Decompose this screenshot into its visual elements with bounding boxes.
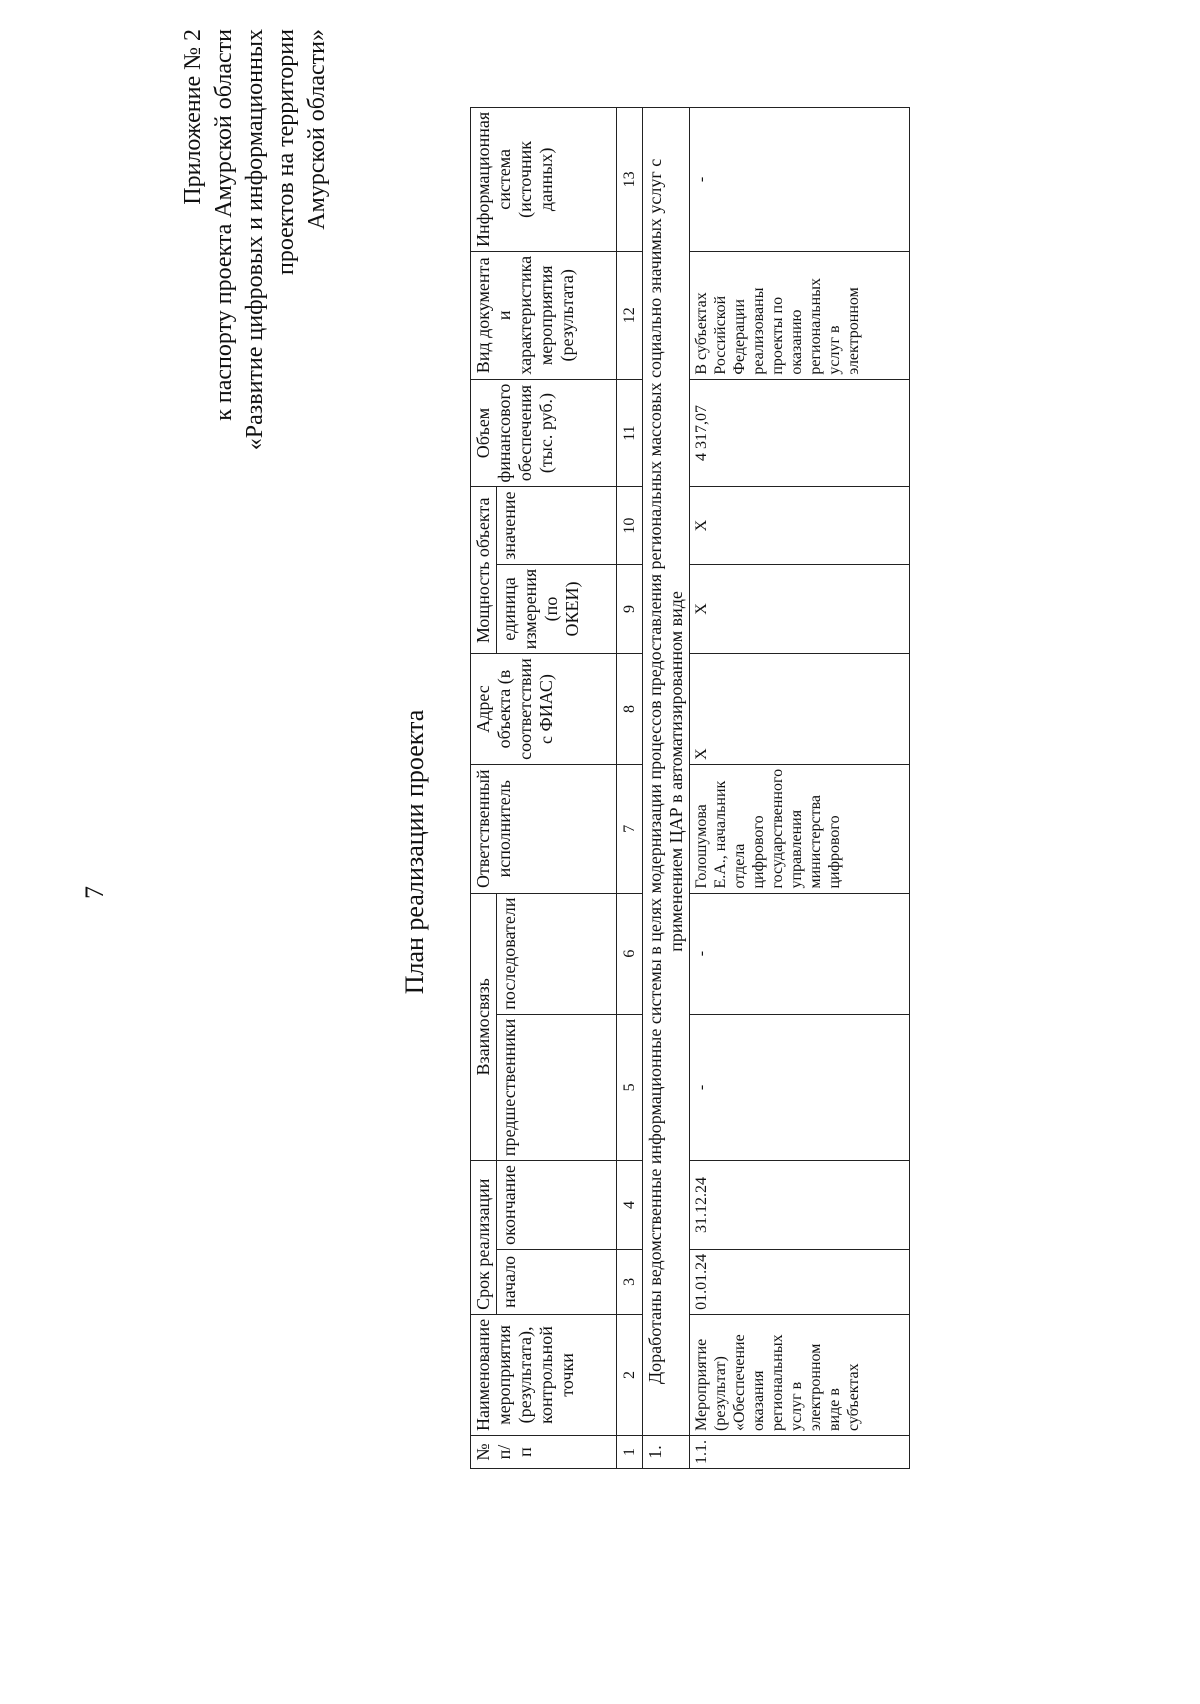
- section-num: 1.: [643, 1436, 690, 1469]
- header-name: Наименование мероприятия (результата), контрольной точки: [471, 1314, 617, 1435]
- row-start: 01.01.24: [690, 1249, 910, 1314]
- column-number: 10: [617, 487, 643, 564]
- row-num: 1.1.: [690, 1436, 910, 1469]
- header-address: Адрес объекта (в соответствии с ФИАС): [471, 654, 617, 765]
- row-name: Мероприятие (результат) «Обеспечение оказания региональных услуг в электронном виде в субъектах: [690, 1314, 910, 1435]
- column-number: 3: [617, 1249, 643, 1314]
- header-relation: Взаимосвязь: [471, 893, 497, 1161]
- appendix-line: проектов на территории: [273, 29, 299, 275]
- section-text: Доработаны ведомственные информационные системы в целях модернизации процессов предоставления региональных массовых социально значимых услуг с применением ЦАР в автоматизированном виде: [643, 107, 690, 1435]
- table-row: [690, 107, 910, 1468]
- row-pred: -: [690, 1014, 910, 1160]
- column-number: 12: [617, 251, 643, 379]
- header-capacity-value: значение: [497, 487, 617, 564]
- column-number: 1: [617, 1436, 643, 1469]
- row-info-system: -: [690, 107, 910, 251]
- header-info-system: Информационная система (источник данных): [471, 107, 617, 251]
- header-finance: Объем финансового обеспечения (тыс. руб.): [471, 379, 617, 487]
- row-finance: 4 317,07: [690, 379, 910, 487]
- header-doc-type: Вид документа и характеристика мероприятия (результата): [471, 251, 617, 379]
- appendix-line: Амурской области»: [304, 29, 330, 230]
- column-number: 6: [617, 893, 643, 1014]
- row-doc-type: В субъектах Российской Федерации реализованы проекты по оказанию региональных услуг в электронном: [690, 251, 910, 379]
- row-end: 31.12.24: [690, 1161, 910, 1250]
- row-responsible: Голошумова Е.А., начальник отдела цифрового государственного управления министерства цифрового: [690, 764, 910, 893]
- appendix-line: Приложение № 2: [180, 29, 206, 205]
- column-number: 2: [617, 1314, 643, 1435]
- column-number: 8: [617, 654, 643, 765]
- appendix-line: «Развитие цифровых и информационных: [242, 29, 268, 451]
- column-number-row: [617, 107, 643, 1468]
- row-address: Х: [690, 654, 910, 765]
- header-term-end: окончание: [497, 1161, 617, 1250]
- plan-table: [470, 107, 910, 1469]
- column-number: 9: [617, 564, 643, 653]
- page-number: 7: [80, 886, 109, 899]
- column-number: 11: [617, 379, 643, 487]
- row-succ: -: [690, 893, 910, 1014]
- column-number: 5: [617, 1014, 643, 1160]
- header-capacity: Мощность объекта: [471, 487, 497, 654]
- header-term: Срок реализации: [471, 1161, 497, 1315]
- header-num: № п/п: [471, 1436, 617, 1469]
- column-number: 7: [617, 764, 643, 893]
- column-number: 13: [617, 107, 643, 251]
- header-relation-pred: предшественники: [497, 1014, 617, 1160]
- header-capacity-unit: единица измерения (по ОКЕИ): [497, 564, 617, 653]
- column-number: 4: [617, 1161, 643, 1250]
- appendix-header: [178, 29, 333, 469]
- appendix-line: к паспорту проекта Амурской области: [211, 29, 237, 421]
- header-responsible: Ответственный исполнитель: [471, 764, 617, 893]
- plan-title: План реализации проекта: [400, 709, 429, 995]
- row-unit: Х: [690, 564, 910, 653]
- header-relation-succ: последователи: [497, 893, 617, 1014]
- header-row: [471, 107, 497, 1468]
- section-row: [643, 107, 690, 1468]
- row-value: Х: [690, 487, 910, 564]
- header-term-start: начало: [497, 1249, 617, 1314]
